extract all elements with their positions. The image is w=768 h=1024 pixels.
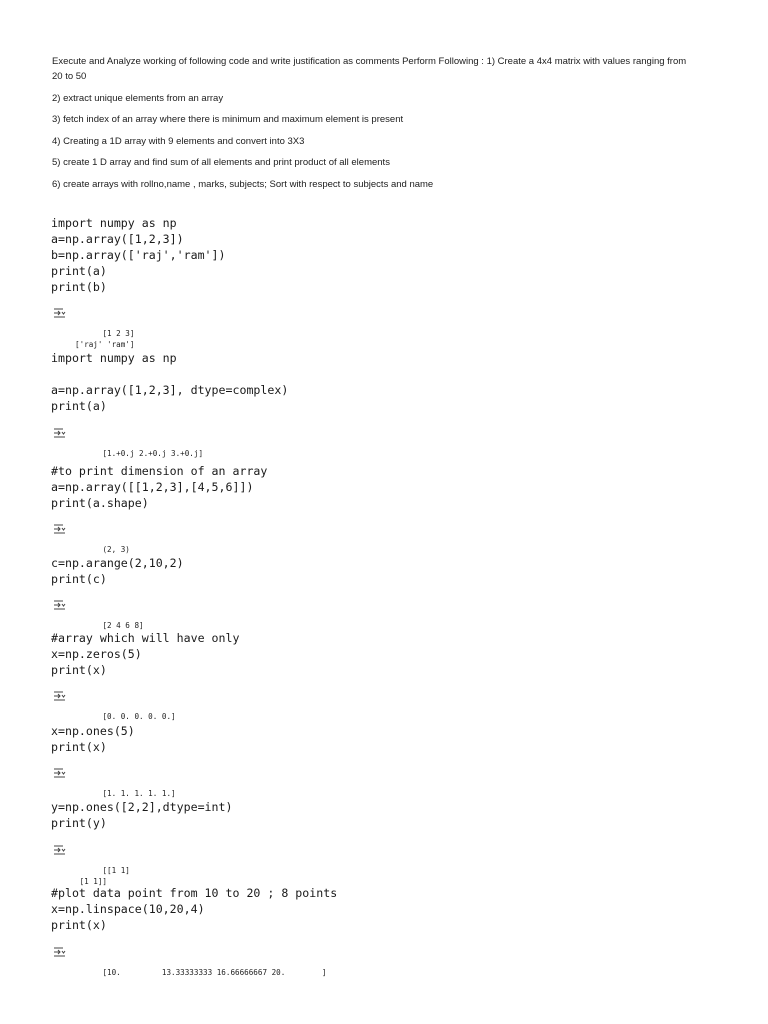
code-cell-1	[51, 215, 226, 361]
output-text: [1.+0.j 2.+0.j 3.+0.j]	[102, 449, 204, 458]
code-cell-8	[51, 885, 337, 989]
instruction-line-2: 2) extract unique elements from an array	[52, 92, 224, 104]
code-block: x=np.ones(5) print(x)	[51, 724, 135, 754]
output-toggle-icon[interactable]	[53, 600, 66, 610]
output-text: [0. 0. 0. 0. 0.]	[102, 712, 176, 721]
cell-output	[51, 947, 337, 989]
instruction-line-3: 3) fetch index of an array where there is minimum and maximum element is present	[52, 114, 404, 125]
output-toggle-icon[interactable]	[53, 308, 66, 318]
code-cell-2	[51, 350, 288, 470]
code-cell-3	[51, 463, 267, 566]
instruction-line-5: 5) create 1 D array and find sum of all elements and print product of all elements	[52, 157, 390, 168]
instruction-line-4: 4) Creating a 1D array with 9 elements and convert into 3X3	[52, 135, 305, 147]
code-block: #array which will have only x=np.zeros(5) print(x)	[51, 631, 240, 677]
output-text: [1. 1. 1. 1. 1.]	[102, 789, 176, 798]
code-cell-7	[51, 799, 232, 898]
output-text: [[1 1] [1 1]]	[79, 866, 130, 886]
code-block: #to print dimension of an array a=np.array([[1,2,3],[4,5,6]]) print(a.shape)	[51, 464, 268, 510]
code-block: #plot data point from 10 to 20 ; 8 points x=np.linspace(10,20,4) print(x)	[51, 886, 338, 932]
code-cell-5	[51, 630, 239, 733]
output-toggle-icon[interactable]	[53, 524, 66, 534]
code-block: import numpy as np a=np.array([1,2,3]) b=np.array(['raj','ram']) print(a) print(b)	[51, 216, 226, 294]
output-toggle-icon[interactable]	[53, 691, 66, 701]
code-cell-4	[51, 555, 184, 642]
code-block: import numpy as np a=np.array([1,2,3], dtype=complex) print(a)	[51, 351, 289, 413]
output-toggle-icon[interactable]	[53, 768, 66, 778]
output-toggle-icon[interactable]	[53, 845, 66, 855]
instruction-line-1: Execute and Analyze working of following code and write justification as comments Perform Following : 1) Create a 4x4 matrix with values ranging from 20 to 50	[52, 56, 687, 82]
output-toggle-icon[interactable]	[53, 428, 66, 438]
output-text: [1 2 3] ['raj' 'ram']	[75, 329, 135, 349]
assignment-instructions	[52, 54, 692, 198]
instruction-line-6: 6) create arrays with rollno,name , marks, subjects; Sort with respect to subjects and name	[52, 178, 434, 190]
output-text: [10. 13.33333333 16.66666667 20. ]	[102, 968, 327, 977]
code-block: y=np.ones([2,2],dtype=int) print(y)	[51, 800, 233, 830]
code-block: c=np.arange(2,10,2) print(c)	[51, 556, 184, 586]
output-text: (2, 3)	[102, 545, 130, 554]
output-toggle-icon[interactable]	[53, 947, 66, 957]
code-cell-6	[51, 723, 176, 810]
output-text: [2 4 6 8]	[102, 621, 144, 630]
